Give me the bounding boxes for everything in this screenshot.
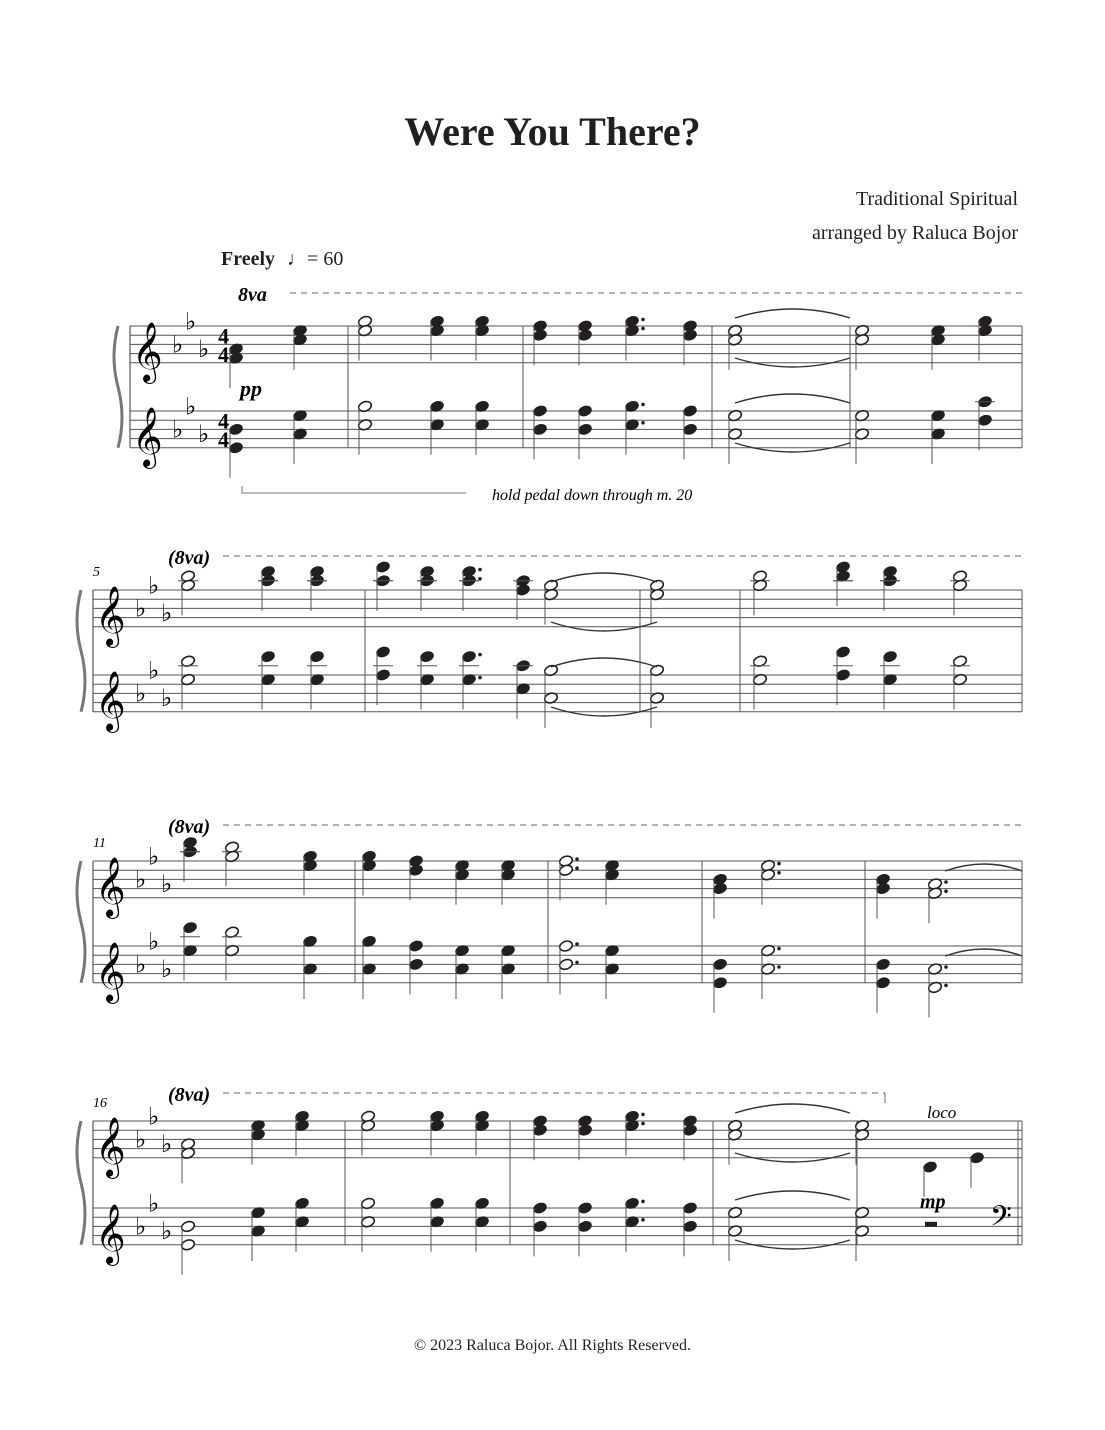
- copyright-footer: © 2023 Raluca Bojor. All Rights Reserved.: [413, 1337, 692, 1354]
- chord: [682, 404, 697, 459]
- chord: [875, 958, 890, 1013]
- quarter-notehead: [882, 650, 897, 663]
- treble-staff-upper: [130, 307, 1022, 383]
- chord: [727, 1206, 742, 1261]
- flat-icon: ♭: [135, 1125, 147, 1154]
- chord: [307, 565, 327, 611]
- treble-clef-icon: 𝄞: [95, 856, 126, 917]
- chord: [927, 962, 947, 1017]
- quarter-notehead: [577, 423, 592, 436]
- quarter-notehead: [682, 1220, 697, 1233]
- chord: [930, 409, 945, 464]
- chord: [373, 560, 393, 610]
- system-4: [77, 1084, 1022, 1266]
- quarter-notehead: [712, 976, 727, 989]
- measure-number: 16: [93, 1096, 107, 1111]
- page-title: Were You There?: [404, 109, 701, 154]
- chord: [577, 319, 592, 365]
- chord: [180, 1137, 195, 1183]
- chord: [975, 395, 995, 450]
- chord: [513, 659, 533, 719]
- chord: [854, 1206, 869, 1261]
- chord: [950, 655, 970, 710]
- chord: [292, 409, 307, 464]
- quarter-notehead: [228, 441, 243, 454]
- tie: [735, 309, 850, 318]
- flat-icon: ♭: [185, 392, 197, 421]
- chord: [408, 854, 423, 900]
- chord: [429, 400, 444, 455]
- chord: [180, 836, 200, 882]
- flat-icon: ♭: [185, 307, 197, 336]
- quarter-notehead: [309, 650, 324, 663]
- quarter-notehead: [712, 882, 727, 895]
- chord: [361, 935, 376, 999]
- flat-icon: ♭: [135, 594, 147, 623]
- flat-icon: ♭: [148, 656, 160, 685]
- chord: [459, 650, 482, 710]
- measure-number: 11: [93, 836, 106, 851]
- quarter-notehead: [408, 939, 423, 952]
- chord: [875, 873, 890, 919]
- time-signature-top: 4: [218, 408, 229, 434]
- chord: [969, 1151, 984, 1188]
- pedal-bracket: [242, 486, 466, 493]
- chord: [532, 319, 547, 365]
- quarter-notehead: [182, 921, 197, 934]
- tie: [551, 658, 657, 667]
- chord: [474, 1197, 489, 1252]
- quarter-notehead: [969, 1151, 984, 1164]
- flat-icon: ♭: [161, 1130, 173, 1158]
- flat-icon: ♭: [161, 1217, 173, 1245]
- chord: [712, 958, 727, 1013]
- measure-number: 5: [93, 565, 100, 580]
- chord: [294, 1197, 309, 1252]
- treble-clef-icon: 𝄞: [95, 670, 126, 731]
- flat-icon: ♭: [135, 1212, 147, 1241]
- chord: [532, 404, 547, 459]
- brace: [77, 861, 85, 983]
- time-signature-bottom: 4: [218, 426, 229, 452]
- quarter-notehead: [408, 864, 423, 877]
- quarter-notehead: [260, 650, 275, 663]
- quarter-notehead: [875, 882, 890, 895]
- flat-icon: ♭: [148, 842, 160, 871]
- chord: [454, 944, 469, 999]
- chord: [474, 400, 489, 455]
- treble-clef-icon: 𝄞: [95, 585, 126, 646]
- loco-marking: loco: [927, 1103, 957, 1122]
- ottava-marking: (8va): [168, 1084, 211, 1106]
- chord: [760, 944, 780, 999]
- chord: [880, 565, 900, 611]
- chord: [577, 1114, 592, 1160]
- treble-staff-lower: [93, 1189, 1022, 1265]
- chord: [682, 319, 697, 365]
- quarter-notehead: [375, 645, 390, 658]
- dynamic-pp: pp: [240, 376, 262, 401]
- half-notehead: [180, 1220, 195, 1233]
- tempo-value: = 60: [307, 248, 344, 270]
- system-2: [77, 547, 1022, 733]
- half-notehead: [558, 958, 573, 971]
- flat-icon: ♭: [135, 679, 147, 708]
- dynamic-mp: mp: [920, 1191, 946, 1213]
- brace: [114, 326, 122, 448]
- treble-staff-upper: [93, 1102, 1022, 1178]
- quarter-notehead: [419, 650, 434, 663]
- quarter-notehead: [922, 1160, 937, 1173]
- chord: [228, 423, 243, 478]
- quarter-notehead: [228, 423, 243, 436]
- flat-icon: ♭: [148, 927, 160, 956]
- tie: [735, 1104, 850, 1113]
- chord: [302, 935, 317, 999]
- flat-icon: ♭: [135, 865, 147, 894]
- chord: [513, 574, 533, 620]
- ottava-marking: 8va: [238, 284, 267, 306]
- chord: [682, 1201, 697, 1256]
- treble-clef-icon: 𝄞: [132, 406, 163, 467]
- chord: [178, 655, 198, 710]
- flat-icon: ♭: [135, 950, 147, 979]
- quarter-notehead: [532, 1201, 547, 1214]
- chord: [429, 1197, 444, 1252]
- half-rest: [925, 1222, 937, 1227]
- quarter-notehead: [577, 404, 592, 417]
- quarter-notehead: [712, 958, 727, 971]
- quarter-notehead: [835, 668, 850, 681]
- chord: [624, 1197, 644, 1252]
- quarter-notehead: [682, 404, 697, 417]
- bass-clef-icon: 𝄢: [990, 1200, 1012, 1240]
- chord: [180, 1220, 195, 1275]
- quarter-notehead: [682, 329, 697, 342]
- quarter-notehead: [875, 976, 890, 989]
- flat-icon: ♭: [148, 1102, 160, 1131]
- chord: [408, 939, 423, 994]
- quarter-notehead: [461, 650, 476, 663]
- ottava-marking: (8va): [168, 816, 211, 838]
- chord: [417, 565, 437, 611]
- chord: [577, 1201, 592, 1256]
- chord: [180, 921, 200, 981]
- quarter-notehead: [682, 1201, 697, 1214]
- quarter-notehead: [408, 958, 423, 971]
- chord: [357, 400, 372, 455]
- quarter-notehead: [682, 1124, 697, 1137]
- quarter-notehead: [515, 583, 530, 596]
- tie: [551, 573, 657, 582]
- chord: [222, 926, 242, 981]
- chord: [712, 873, 727, 919]
- brace: [77, 590, 85, 712]
- brace: [77, 1121, 85, 1245]
- treble-clef-icon: 𝄞: [95, 1203, 126, 1264]
- flat-icon: ♭: [172, 330, 184, 359]
- chord: [577, 404, 592, 459]
- treble-clef-icon: 𝄞: [95, 1116, 126, 1177]
- quarter-notehead: [532, 1124, 547, 1137]
- chord: [558, 939, 578, 994]
- flat-icon: ♭: [198, 335, 210, 363]
- quarter-notehead: [835, 645, 850, 658]
- flat-icon: ♭: [161, 599, 173, 627]
- quarter-notehead: [375, 668, 390, 681]
- chord: [649, 664, 664, 728]
- chord: [532, 1114, 547, 1160]
- quarter-notehead: [577, 329, 592, 342]
- quarter-notehead: [577, 1201, 592, 1214]
- quarter-notehead: [532, 423, 547, 436]
- chord: [500, 944, 515, 999]
- quarter-notehead: [875, 958, 890, 971]
- treble-clef-icon: 𝄞: [95, 941, 126, 1002]
- arranger-credit: arranged by Raluca Bojor: [811, 222, 1018, 244]
- chord: [727, 409, 742, 464]
- chord: [543, 664, 558, 728]
- pedal-instruction: hold pedal down through m. 20: [492, 487, 693, 504]
- time-signature-top: 4: [218, 323, 229, 349]
- quarter-notehead: [532, 404, 547, 417]
- tempo-text: Freely: [221, 248, 276, 270]
- chord: [624, 400, 644, 455]
- chord: [682, 1114, 697, 1160]
- chord: [307, 650, 327, 710]
- chord: [417, 650, 437, 710]
- quarter-notehead: [577, 1220, 592, 1233]
- flat-icon: ♭: [161, 684, 173, 712]
- half-notehead: [558, 864, 573, 877]
- chord: [604, 944, 619, 999]
- chord: [880, 650, 900, 710]
- flat-icon: ♭: [148, 571, 160, 600]
- chord: [258, 650, 278, 710]
- chord: [250, 1206, 265, 1261]
- flat-icon: ♭: [161, 955, 173, 983]
- treble-staff-lower: [130, 392, 1022, 468]
- time-signature-bottom: 4: [218, 341, 229, 367]
- flat-icon: ♭: [148, 1189, 160, 1218]
- quarter-notehead: [682, 423, 697, 436]
- chord: [459, 565, 482, 611]
- tie: [735, 394, 850, 403]
- quarter-notehead: [532, 1220, 547, 1233]
- chord: [927, 877, 947, 923]
- tie: [735, 1191, 850, 1200]
- half-notehead: [558, 939, 573, 952]
- half-notehead: [180, 1238, 195, 1251]
- treble-clef-icon: 𝄞: [132, 321, 163, 382]
- chord: [532, 1201, 547, 1256]
- quarter-notehead: [375, 560, 390, 573]
- chord: [854, 409, 869, 464]
- flat-icon: ♭: [198, 420, 210, 448]
- composer-credit: Traditional Spiritual: [855, 188, 1018, 210]
- chord: [360, 1197, 375, 1252]
- quarter-notehead: [577, 1124, 592, 1137]
- quarter-notehead: [977, 414, 992, 427]
- ottava-marking: (8va): [168, 547, 211, 569]
- flat-icon: ♭: [172, 415, 184, 444]
- quarter-note-icon: ♩: [287, 248, 308, 270]
- chord: [258, 565, 278, 611]
- quarter-notehead: [532, 329, 547, 342]
- chord: [750, 655, 770, 710]
- system-3: [77, 816, 1022, 1004]
- flat-icon: ♭: [161, 870, 173, 898]
